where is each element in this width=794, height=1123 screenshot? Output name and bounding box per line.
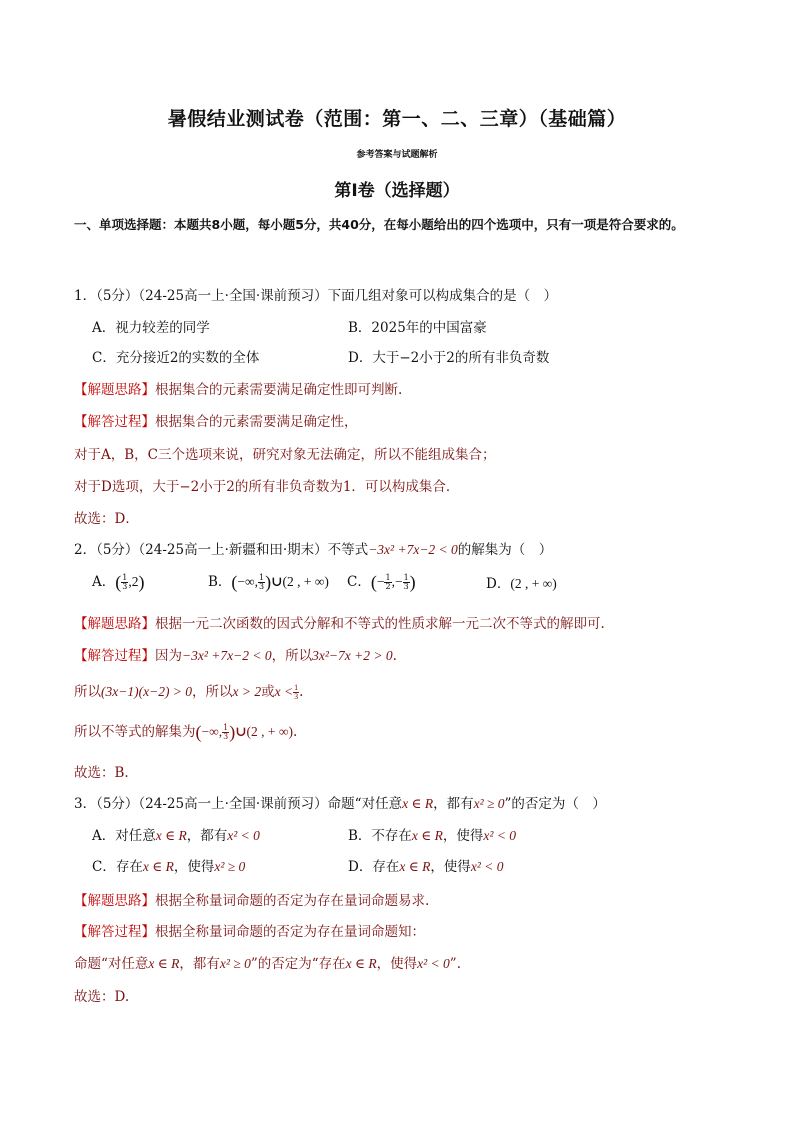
q1-hint-text: 根据集合的元素需要满足确定性即可判断. [155, 382, 403, 398]
q3-stem: 3．（5分）（24-25高一上·全国·课前预习）命题“对任意x ∈ R，都有x² ≥ 0”的否定为（ ） [74, 796, 606, 812]
q3-answer: 故选：D. [74, 989, 130, 1005]
q3-option-a: A．对任意x ∈ R，都有x² < 0 [92, 828, 260, 844]
q2-solution-line-1: 所以(3x−1)(x−2) > 0，所以x > 2或x < $\frac{1}{3}$ . [74, 683, 304, 701]
q3-option-b: B．不存在x ∈ R，使得x² < 0 [348, 828, 517, 844]
q2-option-a: A．( $\frac{1}{3}$ ,2) [92, 572, 145, 592]
q2-answer: 故选：B. [74, 765, 129, 781]
q2-process: 【解答过程】因为−3x² +7x−2 < 0，所以3x²−7x +2 > 0. [74, 648, 397, 664]
exam-subtitle: 参考答案与试题解析 [356, 150, 438, 160]
q2-option-c: C．(− $\frac{1}{2}$ ,− $\frac{1}{3}$ ) [347, 572, 416, 592]
q2-solution-line-2: 所以不等式的解集为(−∞, $\frac{1}{3}$ )∪(2 , + ∞). [74, 722, 298, 742]
q1-option-d: D．大于−2小于2的所有非负奇数 [348, 350, 550, 366]
part-title: 第I卷（选择题） [334, 181, 460, 201]
process-label: 【解答过程】 [74, 414, 155, 430]
q1-hint [74, 378, 402, 398]
q2-hint: 【解题思路】根据一元二次函数的因式分解和不等式的性质求解一元二次不等式的解即可. [74, 616, 605, 632]
q3-option-c: C．存在x ∈ R，使得x² ≥ 0 [92, 859, 246, 875]
hint-label: 【解题思路】 [74, 382, 155, 398]
q1-process-text: 根据集合的元素需要满足确定性， [155, 414, 358, 430]
q1-solution-line-1: 对于A，B，C三个选项来说，研究对象无法确定，所以不能组成集合； [74, 447, 496, 463]
q1-option-a: A．视力较差的同学 [92, 320, 210, 336]
q1-solution-line-2: 对于D选项，大于−2小于2的所有非负奇数为1．可以构成集合． [74, 479, 460, 495]
q3-process: 【解答过程】根据全称量词命题的否定为存在量词命题知： [74, 924, 425, 940]
q1-process [74, 410, 358, 430]
q1-answer: 故选：D． [74, 511, 139, 527]
q1-stem: 1．（5分）（24-25高一上·全国·课前预习）下面几组对象可以构成集合的是（ ） [74, 288, 558, 304]
q3-option-d: D．存在x ∈ R，使得x² < 0 [348, 859, 504, 875]
q3-solution-line-1: 命题“对任意x ∈ R，都有x² ≥ 0”的否定为“存在x ∈ R，使得x² < 0”. [74, 956, 461, 972]
q1-option-b: B．2025年的中国富豪 [348, 320, 487, 336]
q2-stem: 2．（5分）（24-25高一上·新疆和田·期末）不等式−3x² +7x−2 < 0的解集为（ ） [74, 542, 553, 558]
section-heading: 一、单项选择题：本题共8小题，每小题5分，共40分，在每小题给出的四个选项中，只有一项是符合要求的。 [74, 217, 684, 232]
q3-hint-text: 根据全称量词命题的否定为存在量词命题易求. [155, 893, 430, 909]
q3-hint: 【解题思路】根据全称量词命题的否定为存在量词命题易求. [74, 893, 430, 909]
q2-option-b: B．(−∞, $\frac{1}{3}$ )∪(2 , + ∞) [208, 572, 329, 592]
q2-inequality: −3x² +7x−2 < 0 [368, 542, 458, 557]
q2-hint-text: 根据一元二次函数的因式分解和不等式的性质求解一元二次不等式的解即可. [155, 616, 605, 632]
exam-title: 暑假结业测试卷（范围：第一、二、三章）（基础篇） [167, 108, 627, 130]
q2-option-d: D．(2 , + ∞) [486, 576, 557, 592]
q1-option-c: C．充分接近2的实数的全体 [92, 350, 260, 366]
